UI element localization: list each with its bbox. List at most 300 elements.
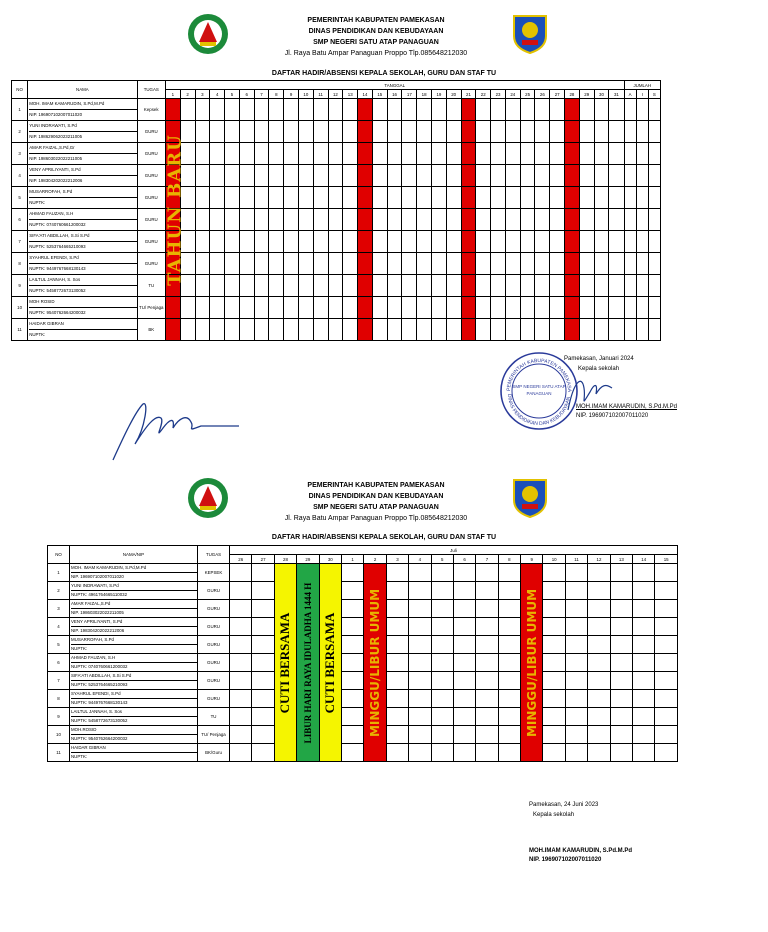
attendance-cell [535, 319, 550, 341]
attendance-cell [550, 275, 565, 297]
attendance-cell [431, 744, 453, 762]
attendance-cell [225, 143, 240, 165]
day-header: 31 [609, 90, 624, 99]
attendance-cell [298, 253, 313, 275]
attendance-cell [341, 744, 363, 762]
attendance-cell [461, 121, 476, 143]
attendance-cell [387, 275, 402, 297]
attendance-cell [432, 319, 447, 341]
row-number: 2 [48, 582, 70, 600]
attendance-cell [550, 165, 565, 187]
attendance-cell [269, 165, 284, 187]
attendance-cell [505, 143, 520, 165]
attendance-cell [252, 582, 274, 600]
attendance-cell [195, 253, 210, 275]
total-cell [636, 209, 648, 231]
attendance-cell [535, 143, 550, 165]
attendance-cell [565, 187, 580, 209]
attendance-cell [358, 165, 373, 187]
attendance-cell [588, 618, 610, 636]
attendance-cell [343, 143, 358, 165]
attendance-cell [341, 690, 363, 708]
attendance-cell [498, 600, 520, 618]
attendance-cell [543, 564, 565, 582]
attendance-cell [195, 99, 210, 121]
staff-task: GURU [137, 209, 165, 231]
attendance-cell [505, 297, 520, 319]
attendance-cell [498, 744, 520, 762]
attendance-cell [409, 564, 431, 582]
attendance-cell [491, 319, 506, 341]
row-number: 4 [12, 165, 28, 187]
attendance-cell [387, 165, 402, 187]
attendance-cell [655, 636, 677, 654]
row-number: 9 [12, 275, 28, 297]
attendance-cell [565, 275, 580, 297]
attendance-cell [655, 618, 677, 636]
attendance-cell [386, 600, 408, 618]
attendance-cell [609, 231, 624, 253]
day-header: 10 [298, 90, 313, 99]
attendance-cell [633, 600, 655, 618]
staff-id: NUPTK: [29, 329, 136, 340]
staff-task: TU/ Penjaga [137, 297, 165, 319]
attendance-cell [269, 99, 284, 121]
attendance-cell [565, 319, 580, 341]
stamp-mid-text-2: PANAGUAN [526, 391, 552, 396]
attendance-cell [180, 319, 195, 341]
attendance-cell [461, 143, 476, 165]
attendance-cell [210, 121, 225, 143]
total-cell [624, 187, 636, 209]
staff-task: TU [137, 275, 165, 297]
attendance-cell [432, 231, 447, 253]
attendance-cell [269, 275, 284, 297]
attendance-cell [476, 690, 498, 708]
attendance-cell [358, 297, 373, 319]
attendance-cell [313, 275, 328, 297]
staff-name-cell [70, 672, 198, 690]
total-cell [624, 209, 636, 231]
attendance-cell [633, 618, 655, 636]
staff-task: GURU [137, 165, 165, 187]
day-header: 10 [543, 555, 565, 564]
row-number: 11 [48, 744, 70, 762]
attendance-cell [343, 275, 358, 297]
total-cell [648, 253, 660, 275]
attendance-cell [328, 275, 343, 297]
table-row [12, 319, 661, 341]
attendance-cell [446, 187, 461, 209]
day-header: 24 [505, 90, 520, 99]
total-cell [648, 231, 660, 253]
letterhead-2-line-3: SMP NEGERI SATU ATAP PANAGUAN [313, 504, 439, 511]
attendance-cell [358, 319, 373, 341]
total-cell [636, 99, 648, 121]
attendance-cell [409, 672, 431, 690]
new-year-banner-text: TAHUN BARU [164, 134, 186, 286]
attendance-cell [565, 564, 587, 582]
attendance-cell [210, 275, 225, 297]
attendance-cell [594, 121, 609, 143]
attendance-cell [313, 209, 328, 231]
attendance-cell [565, 672, 587, 690]
staff-task: GURU [137, 253, 165, 275]
attendance-cell [476, 672, 498, 690]
iduladha-holiday-banner-text: LIBUR HARI RAYA IDULADHA 1444 H [302, 582, 313, 743]
attendance-cell [210, 209, 225, 231]
day-header: 14 [633, 555, 655, 564]
attendance-cell [565, 231, 580, 253]
staff-name: AHMAD FAUZAN, S.H [71, 655, 116, 660]
attendance-cell [543, 744, 565, 762]
attendance-cell [498, 618, 520, 636]
row-number: 8 [48, 690, 70, 708]
table-row [12, 275, 661, 297]
attendance-cell [633, 636, 655, 654]
attendance-cell [417, 143, 432, 165]
staff-name: SYAHRUL EFENDI, S.Pd [29, 255, 79, 260]
staff-id: NUPTK: 9540762664200032 [71, 734, 197, 743]
attendance-cell [588, 672, 610, 690]
attendance-cell [491, 121, 506, 143]
attendance-cell [195, 297, 210, 319]
staff-name: YUNI INDRAWATI, S.Pd [71, 583, 119, 588]
attendance-cell [461, 231, 476, 253]
total-cell [648, 187, 660, 209]
attendance-cell [610, 672, 632, 690]
attendance-cell [254, 297, 269, 319]
attendance-cell [505, 121, 520, 143]
attendance-cell [165, 297, 180, 319]
attendance-cell [313, 121, 328, 143]
attendance-cell [358, 275, 373, 297]
attendance-cell [498, 564, 520, 582]
table-row [48, 654, 678, 672]
attendance-cell [453, 690, 475, 708]
attendance-cell [476, 121, 491, 143]
attendance-cell [610, 600, 632, 618]
pamekasan-regency-emblem-icon [184, 12, 232, 56]
attendance-cell [387, 319, 402, 341]
attendance-cell [655, 564, 677, 582]
attendance-cell [386, 744, 408, 762]
attendance-cell [491, 165, 506, 187]
school-logo-icon [512, 12, 548, 54]
row-number: 8 [12, 253, 28, 275]
staff-task: GURU [198, 600, 230, 618]
attendance-cell [358, 187, 373, 209]
attendance-cell [461, 209, 476, 231]
day-header: 1 [341, 555, 363, 564]
attendance-cell [609, 121, 624, 143]
staff-id: NIP. 198304202022212006 [29, 175, 136, 186]
day-header: 27 [550, 90, 565, 99]
attendance-cell [386, 564, 408, 582]
staff-id: NUPTK: 0740760661200032 [29, 219, 136, 230]
table-row [48, 672, 678, 690]
attendance-cell [588, 564, 610, 582]
attendance-cell [579, 99, 594, 121]
day-header: 14 [358, 90, 373, 99]
attendance-cell [313, 319, 328, 341]
attendance-cell [254, 319, 269, 341]
staff-name-cell [70, 726, 198, 744]
attendance-cell [609, 253, 624, 275]
attendance-cell [633, 582, 655, 600]
attendance-cell [230, 672, 252, 690]
attendance-cell [387, 297, 402, 319]
attendance-cell [239, 187, 254, 209]
attendance-cell [579, 231, 594, 253]
staff-name-cell [70, 600, 198, 618]
attendance-cell [313, 231, 328, 253]
total-cell [636, 231, 648, 253]
attendance-cell [195, 187, 210, 209]
attendance-cell [476, 143, 491, 165]
attendance-cell [476, 600, 498, 618]
attendance-cell [633, 744, 655, 762]
cuti-bersama-banner-1 [274, 564, 296, 762]
attendance-cell [453, 744, 475, 762]
staff-id: NUPTK: 5253764665210093 [71, 680, 197, 689]
staff-name-cell [70, 582, 198, 600]
attendance-cell [431, 690, 453, 708]
attendance-cell [225, 253, 240, 275]
attendance-cell [565, 121, 580, 143]
staff-name-cell [70, 654, 198, 672]
attendance-cell [535, 209, 550, 231]
attendance-cell [520, 143, 535, 165]
row-number: 4 [48, 618, 70, 636]
attendance-cell [491, 209, 506, 231]
day-header: 2 [180, 90, 195, 99]
attendance-cell [387, 187, 402, 209]
attendance-cell [453, 726, 475, 744]
staff-task: GURU [198, 582, 230, 600]
day-header: 25 [520, 90, 535, 99]
staff-task: GURU [198, 690, 230, 708]
attendance-cell [655, 726, 677, 744]
attendance-cell [284, 275, 299, 297]
sunday-holiday-banner-1-text: MINGGU/LIBUR UMUM [368, 588, 383, 737]
attendance-cell [461, 297, 476, 319]
attendance-cell [298, 275, 313, 297]
letterhead-2 [236, 480, 516, 524]
letterhead-2-line-1: PEMERINTAH KABUPATEN PAMEKASAN [307, 482, 445, 489]
day-header: 2 [364, 555, 386, 564]
row-number: 7 [48, 672, 70, 690]
table-row [48, 690, 678, 708]
staff-name: HAIDAR GIBRAN [29, 321, 64, 326]
day-header: 3 [195, 90, 210, 99]
attendance-cell [358, 209, 373, 231]
letterhead-line-1: PEMERINTAH KABUPATEN PAMEKASAN [307, 17, 445, 24]
attendance-cell [358, 99, 373, 121]
attendance-cell [476, 708, 498, 726]
staff-id: NUPTK: 5253764665210093 [29, 241, 136, 252]
attendance-cell [313, 297, 328, 319]
attendance-cell [610, 744, 632, 762]
attendance-cell [498, 726, 520, 744]
row-number: 1 [12, 99, 28, 121]
staff-task: TU [198, 708, 230, 726]
attendance-cell [505, 209, 520, 231]
total-cell [624, 275, 636, 297]
attendance-cell [543, 690, 565, 708]
staff-id: NUPTK: [71, 752, 197, 761]
sheet-2-role: Kepala sekolah [533, 812, 575, 818]
attendance-cell [565, 209, 580, 231]
attendance-cell [409, 600, 431, 618]
total-cell [636, 121, 648, 143]
total-cell [624, 253, 636, 275]
total-cell [648, 319, 660, 341]
attendance-cell [386, 690, 408, 708]
attendance-cell [432, 275, 447, 297]
attendance-cell [594, 253, 609, 275]
attendance-cell [446, 253, 461, 275]
attendance-cell [476, 187, 491, 209]
attendance-cell [230, 636, 252, 654]
attendance-cell [476, 209, 491, 231]
total-cell [648, 275, 660, 297]
attendance-cell [565, 636, 587, 654]
sheet-1-signer-nip: NIP. 196907102007011020 [576, 413, 649, 419]
attendance-cell [498, 672, 520, 690]
attendance-cell [417, 187, 432, 209]
attendance-cell [372, 253, 387, 275]
staff-id: NIP. 196907102007011020 [71, 572, 197, 581]
sheet-2-title: DAFTAR HADIR/ABSENSI KEPALA SEKOLAH, GURU DAN STAF TU [271, 534, 497, 541]
total-cell [636, 143, 648, 165]
iduladha-holiday-banner [297, 564, 319, 762]
attendance-cell [284, 165, 299, 187]
attendance-cell [417, 297, 432, 319]
attendance-cell [269, 319, 284, 341]
attendance-cell [432, 297, 447, 319]
attendance-cell [655, 708, 677, 726]
staff-name-cell [28, 253, 137, 275]
attendance-cell [225, 209, 240, 231]
attendance-cell [195, 275, 210, 297]
attendance-cell [372, 143, 387, 165]
attendance-cell [230, 582, 252, 600]
total-cell [624, 231, 636, 253]
attendance-cell [609, 297, 624, 319]
day-header: 9 [521, 555, 543, 564]
sunday-holiday-banner-2-text: MINGGU/LIBUR UMUM [524, 588, 539, 737]
attendance-cell [431, 618, 453, 636]
attendance-cell [594, 143, 609, 165]
attendance-cell [328, 143, 343, 165]
day-header: 28 [565, 90, 580, 99]
staff-name: MUSARROFAH, S.Pd [29, 189, 73, 194]
staff-name: SIFA'ATI ABDILLAH, S.Si S.Pd [29, 233, 90, 238]
attendance-cell [358, 253, 373, 275]
attendance-cell [254, 187, 269, 209]
day-header: 18 [417, 90, 432, 99]
attendance-cell [387, 143, 402, 165]
row-number: 1 [48, 564, 70, 582]
attendance-cell [180, 297, 195, 319]
day-header: 9 [284, 90, 299, 99]
attendance-cell [269, 231, 284, 253]
staff-name: SYAHRUL EFENDI, S.Pd [71, 691, 121, 696]
sheet-1-title: DAFTAR HADIR/ABSENSI KEPALA SEKOLAH, GURU DAN STAF TU [271, 70, 497, 77]
attendance-cell [498, 654, 520, 672]
row-number: 7 [12, 231, 28, 253]
attendance-cell [195, 165, 210, 187]
attendance-cell [341, 618, 363, 636]
total-cell [648, 209, 660, 231]
attendance-cell [594, 275, 609, 297]
attendance-cell [252, 600, 274, 618]
total-cell [648, 143, 660, 165]
attendance-cell [252, 690, 274, 708]
attendance-cell [165, 99, 180, 121]
attendance-cell [476, 253, 491, 275]
attendance-cell [655, 654, 677, 672]
table-row [12, 297, 661, 319]
day-header: 28 [274, 555, 296, 564]
staff-task: GURU [198, 672, 230, 690]
attendance-cell [476, 564, 498, 582]
attendance-cell [431, 564, 453, 582]
attendance-cell [298, 187, 313, 209]
table-row [12, 209, 661, 231]
sheet-1-role: Kepala sekolah [578, 366, 620, 372]
attendance-cell [387, 231, 402, 253]
attendance-cell [225, 121, 240, 143]
table-row [48, 744, 678, 762]
new-year-banner [160, 134, 190, 286]
table-row [12, 121, 661, 143]
staff-name: MOH. IMAM KAMARUDIN, S.Pd,M.Pd [29, 101, 105, 106]
attendance-cell [239, 209, 254, 231]
attendance-cell [453, 672, 475, 690]
attendance-cell [432, 165, 447, 187]
attendance-cell [579, 187, 594, 209]
staff-name-cell [28, 143, 137, 165]
attendance-cell [461, 319, 476, 341]
row-number: 3 [12, 143, 28, 165]
table-row [48, 708, 678, 726]
attendance-cell [588, 708, 610, 726]
attendance-cell [313, 187, 328, 209]
table-row [48, 582, 678, 600]
attendance-cell [453, 618, 475, 636]
attendance-cell [579, 121, 594, 143]
signature-scribble [105, 398, 245, 468]
attendance-cell [432, 187, 447, 209]
day-header: 16 [387, 90, 402, 99]
staff-name: MUSARROFAH, S.Pd [71, 637, 114, 642]
stamp-top-text: PEMERINTAH KABUPATEN PAMEKASA [505, 357, 573, 393]
attendance-cell [328, 297, 343, 319]
attendance-cell [633, 690, 655, 708]
attendance-cell [284, 253, 299, 275]
attendance-cell [252, 636, 274, 654]
attendance-cell [269, 253, 284, 275]
attendance-cell [210, 99, 225, 121]
attendance-cell [165, 319, 180, 341]
attendance-cell [210, 165, 225, 187]
attendance-cell [195, 121, 210, 143]
attendance-cell [372, 209, 387, 231]
attendance-cell [409, 726, 431, 744]
attendance-cell [372, 121, 387, 143]
